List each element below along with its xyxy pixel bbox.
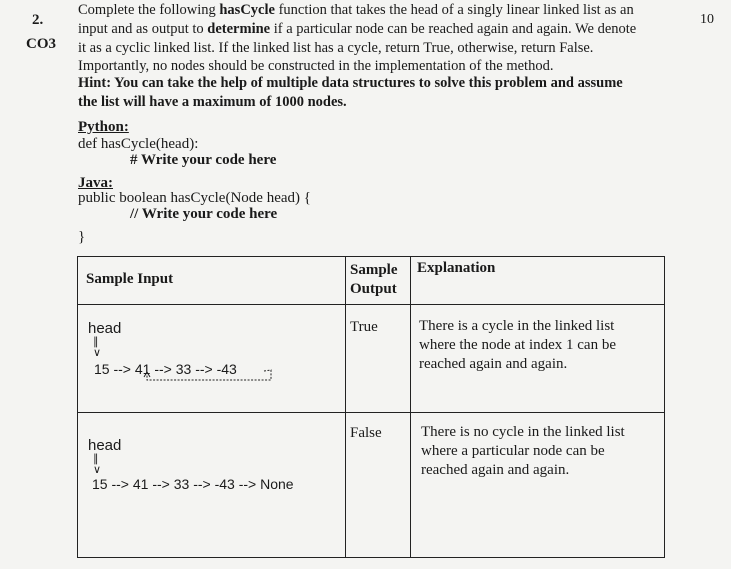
explanation-line: There is no cycle in the linked list: [421, 424, 625, 440]
question-marks: 10: [700, 12, 714, 27]
sample-input-cell: [78, 305, 346, 413]
explanation-cell: [411, 305, 665, 413]
explanation-line: There is a cycle in the linked list: [419, 318, 615, 334]
java-comment: // Write your code here: [130, 206, 278, 222]
head-label: head: [88, 437, 122, 454]
list-arrow: -->: [193, 476, 211, 492]
java-label: Java:: [78, 175, 113, 191]
python-comment: # Write your code here: [130, 152, 277, 168]
list-node: 33: [175, 361, 192, 377]
list-arrow: -->: [238, 476, 257, 492]
hint-line-1: Hint: You can take the help of multiple data structures to solve this problem and assume: [78, 75, 623, 91]
list-node: 15: [92, 476, 108, 492]
header-sample-output: Sample Output: [346, 257, 411, 305]
python-signature: def hasCycle(head):: [78, 136, 199, 152]
list-arrow: -->: [195, 361, 213, 377]
header-sample-input: Sample Input: [78, 257, 346, 305]
linked-list: [92, 476, 294, 492]
sample-output-cell: True: [346, 305, 411, 413]
list-arrow: -->: [113, 361, 131, 377]
header-explanation: Explanation: [411, 257, 665, 305]
python-label: Python:: [78, 119, 129, 135]
java-signature: public boolean hasCycle(Node head) {: [78, 190, 311, 206]
course-outcome: CO3: [26, 36, 56, 52]
list-node: 15: [94, 361, 110, 377]
list-node: 33: [173, 476, 190, 492]
table-row: [78, 413, 665, 558]
head-arrow-icon: ∥ ∨: [93, 336, 102, 359]
sample-output-cell: False: [346, 413, 411, 558]
list-node: -43: [216, 361, 237, 377]
samples-table: [77, 256, 665, 558]
cycle-link-icon: [78, 305, 346, 409]
explanation-line: reached again and again.: [421, 462, 570, 478]
explanation-cell: [411, 413, 665, 558]
question-line-1: Complete the following hasCycle function that takes the head of a singly linear linked list as an: [78, 2, 634, 18]
list-arrow: -->: [152, 476, 170, 492]
hint-line-2: the list will have a maximum of 1000 nodes.: [78, 94, 347, 110]
list-node: 41: [132, 476, 149, 492]
head-label: head: [88, 320, 122, 337]
list-arrow: -->: [111, 476, 129, 492]
explanation-line: where a particular node can be: [421, 443, 605, 459]
list-arrow: -->: [154, 361, 172, 377]
table-row: [78, 305, 665, 413]
question-number: 2.: [32, 12, 44, 28]
list-node: -43: [214, 476, 235, 492]
list-node: 41: [134, 361, 151, 377]
table-header-row: [78, 257, 665, 305]
question-line-3: it as a cyclic linked list. If the linked list has a cycle, return True, otherwise, return False.: [78, 40, 594, 56]
question-line-2: input and as output to determine if a particular node can be reached again and again. We denote: [78, 21, 637, 37]
head-arrow-icon: ∥ ∨: [93, 453, 102, 476]
explanation-line: reached again and again.: [419, 356, 568, 372]
explanation-line: where the node at index 1 can be: [419, 337, 616, 353]
java-closing-brace: }: [78, 229, 86, 245]
sample-input-cell: [78, 413, 346, 558]
question-line-4: Importantly, no nodes should be constructed in the implementation of the method.: [78, 58, 554, 74]
list-tail: None: [260, 476, 294, 492]
